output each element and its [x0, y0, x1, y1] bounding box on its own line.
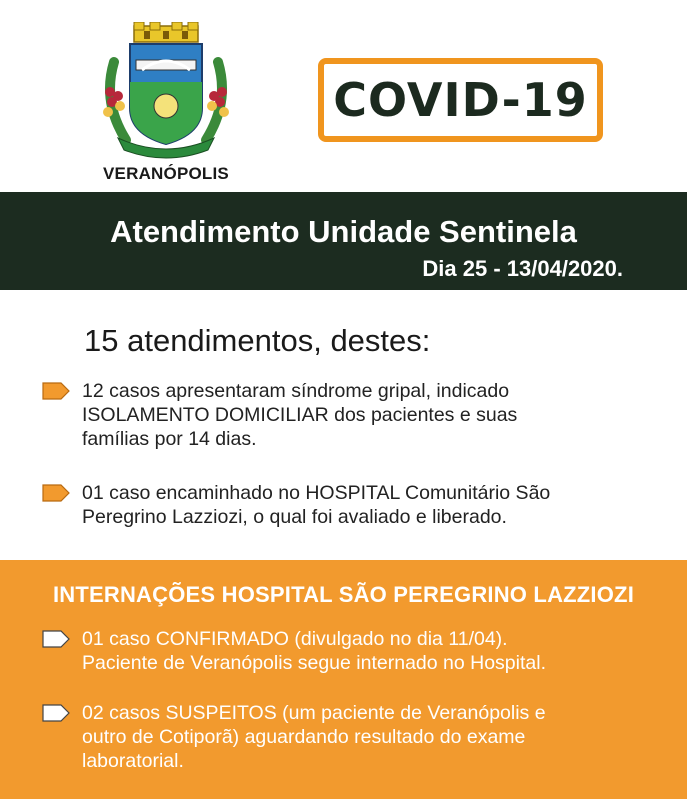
header — [0, 0, 687, 192]
covid-badge — [318, 58, 603, 142]
summary-item-text: 12 casos apresentaram síndrome gripal, indicado ISOLAMENTO DOMICILIAR dos pacientes e suas famílias por 14 dias. — [82, 380, 518, 450]
summary-item — [42, 481, 550, 529]
municipal-crest-logo — [96, 22, 236, 160]
banner-title: Atendimento Unidade Sentinela — [110, 214, 577, 249]
banner-date: Dia 25 - 13/04/2020. — [422, 256, 623, 281]
summary-item — [42, 379, 517, 451]
summary-item-text: 01 caso encaminhado no HOSPITAL Comunitário São Peregrino Lazziozi, o qual foi avaliado e liberado. — [82, 482, 551, 528]
white-tag-bullet-icon — [42, 704, 70, 722]
covid-badge-label: COVID-19 — [333, 73, 588, 127]
white-tag-bullet-icon — [42, 630, 70, 648]
hospital-item-text: 01 caso CONFIRMADO (divulgado no dia 11/04). Paciente de Veranópolis segue internado no Hospital. — [82, 628, 546, 674]
hospital-item — [42, 701, 546, 773]
summary-section — [0, 290, 687, 560]
hospital-item — [42, 627, 546, 675]
summary-intro: 15 atendimentos, destes: — [84, 323, 431, 358]
orange-tag-bullet-icon — [42, 484, 70, 502]
title-banner — [0, 192, 687, 290]
hospital-section — [0, 560, 687, 799]
orange-tag-bullet-icon — [42, 382, 70, 400]
hospital-title: INTERNAÇÕES HOSPITAL SÃO PEREGRINO LAZZIOZI — [52, 582, 635, 607]
hospital-item-text: 02 casos SUSPEITOS (um paciente de Veranópolis e outro de Cotiporã) aguardando resultado do exame laboratorial. — [82, 702, 546, 772]
city-name: VERANÓPOLIS — [103, 164, 229, 183]
